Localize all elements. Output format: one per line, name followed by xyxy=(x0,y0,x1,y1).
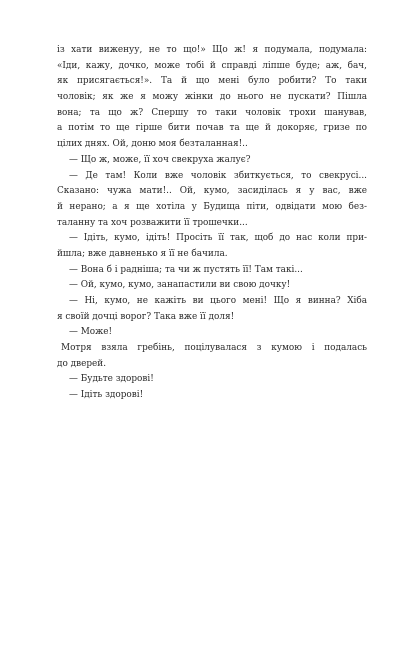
text-line: таланну та хоч розважити її трошечки... xyxy=(57,217,248,228)
text-line: Мотря взяла гребінь, поцілувалася з кумою і подалась xyxy=(61,343,367,354)
text-line: вона; та що ж? Спершу то таки чоловік трохи шанував, xyxy=(57,107,367,118)
dialogue-line: — Може! xyxy=(69,327,113,338)
text-line: я своїй дочці ворог? Така вже її доля! xyxy=(57,311,235,322)
dialogue-line: — Ні, кумо, не кажіть ви цього мені! Що я винна? Хіба xyxy=(69,296,367,306)
text-line: йшла; вже давненько я її не бачила. xyxy=(57,248,228,259)
body-text xyxy=(57,43,367,404)
text-line: й нерано; а я ще хотіла у Будища піти, одвідати мою без- xyxy=(57,201,367,212)
text-line: цілих днях. Ой, доню моя безталанная!.. xyxy=(57,139,248,150)
dialogue-line: — Вона б і радніша; та чи ж пустять її! Там такі... xyxy=(69,264,303,275)
dialogue-line: — Де там! Коли вже чоловік збиткується, то свекрусі... xyxy=(69,170,367,181)
text-line: із хати виженуу, не то що!» Що ж! я подумала, подумала: xyxy=(57,45,367,55)
text-line: а потім то ще гірше бити почав та ще й докоряє, гризе по xyxy=(57,123,367,134)
text-line: до дверей. xyxy=(57,358,107,369)
dialogue-line: — Ой, кумо, кумо, занапастили ви свою дочку! xyxy=(69,280,291,291)
dialogue-line: — Будьте здорові! xyxy=(69,374,154,385)
dialogue-line: — Ідіть, кумо, ідіть! Просіть її так, щоб до нас коли при- xyxy=(69,233,367,244)
text-line: Сказано: чужа мати!.. Ой, кумо, засиділась я у вас, вже xyxy=(57,186,367,197)
text-line: «Іди, кажу, дочко, може тобі й справді ліпше буде; аж, бач, xyxy=(57,60,367,71)
text-line: як присягається!». Та й що мені було робити? То таки xyxy=(57,76,367,87)
text-line: чоловік; як же я можу жінки до нього не пускати? Пішла xyxy=(57,92,367,103)
dialogue-line: — Що ж, може, її хоч свекруха жалує? xyxy=(69,154,251,165)
dialogue-line: — Ідіть здорові! xyxy=(69,390,144,401)
